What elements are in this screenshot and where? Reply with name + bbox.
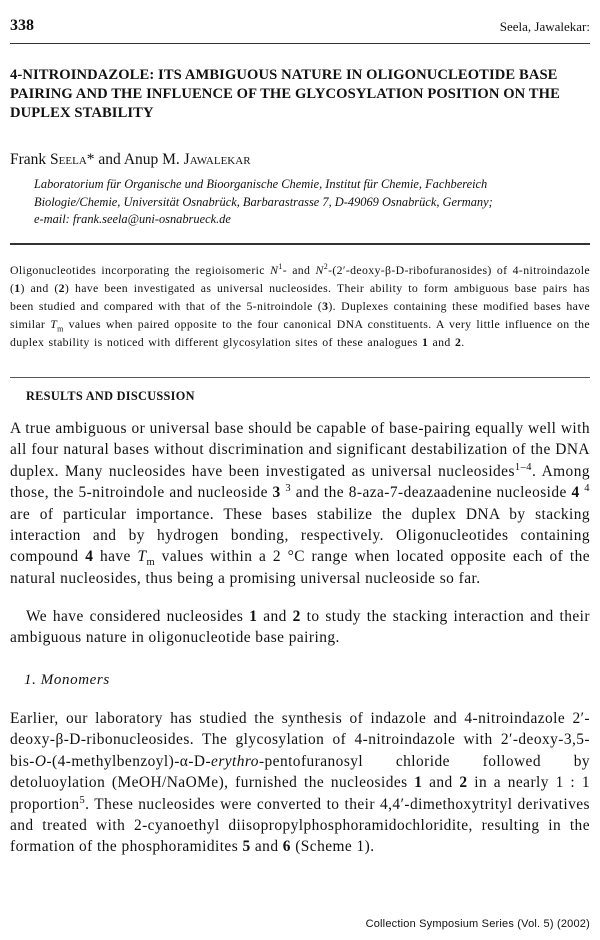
series-footer: Collection Symposium Series (Vol. 5) (2002) xyxy=(365,918,590,930)
body-paragraph-3: Earlier, our laboratory has studied the synthesis of indazole and 4-nitroindazole 2′-deoxy-β-D-ribonucleosides. The glycosylation of 4-nitroindazole with 2′-deoxy-3,5-bis-O-(4-methylbenzoyl)-α-D-erythro-pentofuranosyl chloride followed by detoluoylation (MeOH/NaOMe), furnished the nucleosides 1 and 2 in a nearly 1 : 1 proportion$^5$. These nucleosides were converted to their 4,4′-dimethoxytrityl derivatives and treated with 2-cyanoethyl diisopropylphosphoramidochloridite, resulting in the formation of the phosphoramidites 5 and 6 (Scheme 1). xyxy=(10,710,590,856)
author-conjunction: and xyxy=(94,151,124,168)
running-head: Seela, Jawalekar: xyxy=(499,19,590,34)
section-heading: RESULTS AND DISCUSSION xyxy=(26,389,195,403)
abstract-top-rule xyxy=(10,243,590,245)
body-paragraph-1: A true ambiguous or universal base should be capable of base-pairing equally well with all four natural bases without discrimination and significant destabilization of the DNA duplex. Many nucleosides have been investigated as universal nucleosides$^{1-4}$. Among those, the 5-nitroindole and nucleoside 3 $^3$ and the 8-aza-7-deazaadenine nucleoside 4 $^4$ are of particular importance. These bases stabilize the duplex DNA by stacking interaction and by hydrogen bonding, respectively. Oligonucleotides containing compound 4 have $T_m$ values within a 2 °C range when located opposite each of the natural nucleosides, thus being a promising universal nucleoside so far. xyxy=(10,420,591,587)
author-1-given-name: Frank xyxy=(10,151,51,168)
header-divider xyxy=(10,43,590,44)
abstract: Oligonucleotides incorporating the regioisomeric $N^1-$ and $N^2-(2'-deoxy-\beta-D-ribofuranosides)$ of 4-nitroindazole (1) and (2) have been investigated as universal nucleosides. Their ability to form ambiguous base pairs has been studied and compared with that of the 5-nitroindole (3). Duplexes containing these modified bases have similar $T_m$ values when paired opposite to the four canonical DNA constituents. A very little influence on the duplex stability is noticed with different glycosylation sites of these analogues 1 and 2. xyxy=(10,262,591,349)
article-title: 4-NITROINDAZOLE: ITS AMBIGUOUS NATURE IN OLIGONUCLEOTIDE BASE PAIRING AND THE INFLUENCE OF THE GLYCOSYLATION POSITION ON THE DUPLEX STABILITY xyxy=(10,67,560,121)
page-number: 338 xyxy=(10,17,34,34)
author-line xyxy=(10,151,251,169)
author-2-family-name: Jawalekar xyxy=(183,151,251,168)
subsection-heading: 1. Monomers xyxy=(24,672,110,688)
affiliation xyxy=(34,176,594,229)
author-1-family-name: Seela xyxy=(50,151,87,168)
corresponding-author-mark: * xyxy=(86,151,95,168)
affiliation-email: e-mail: frank.seela@uni-osnabrueck.de xyxy=(34,212,231,226)
affiliation-line: Biologie/Chemie, Universität Osnabrück, Barbarastrasse 7, D-49069 Osnabrück, Germany; xyxy=(34,194,493,209)
abstract-bottom-rule xyxy=(10,377,590,378)
body-paragraph-2: We have considered nucleosides 1 and 2 to study the stacking interaction and their ambiguous nature in oligonucleotide base pairing. xyxy=(10,608,590,647)
affiliation-line: Laboratorium für Organische und Bioorganische Chemie, Institut für Chemie, Fachbereich xyxy=(34,177,488,191)
author-2-given-name: Anup M. xyxy=(123,151,184,168)
